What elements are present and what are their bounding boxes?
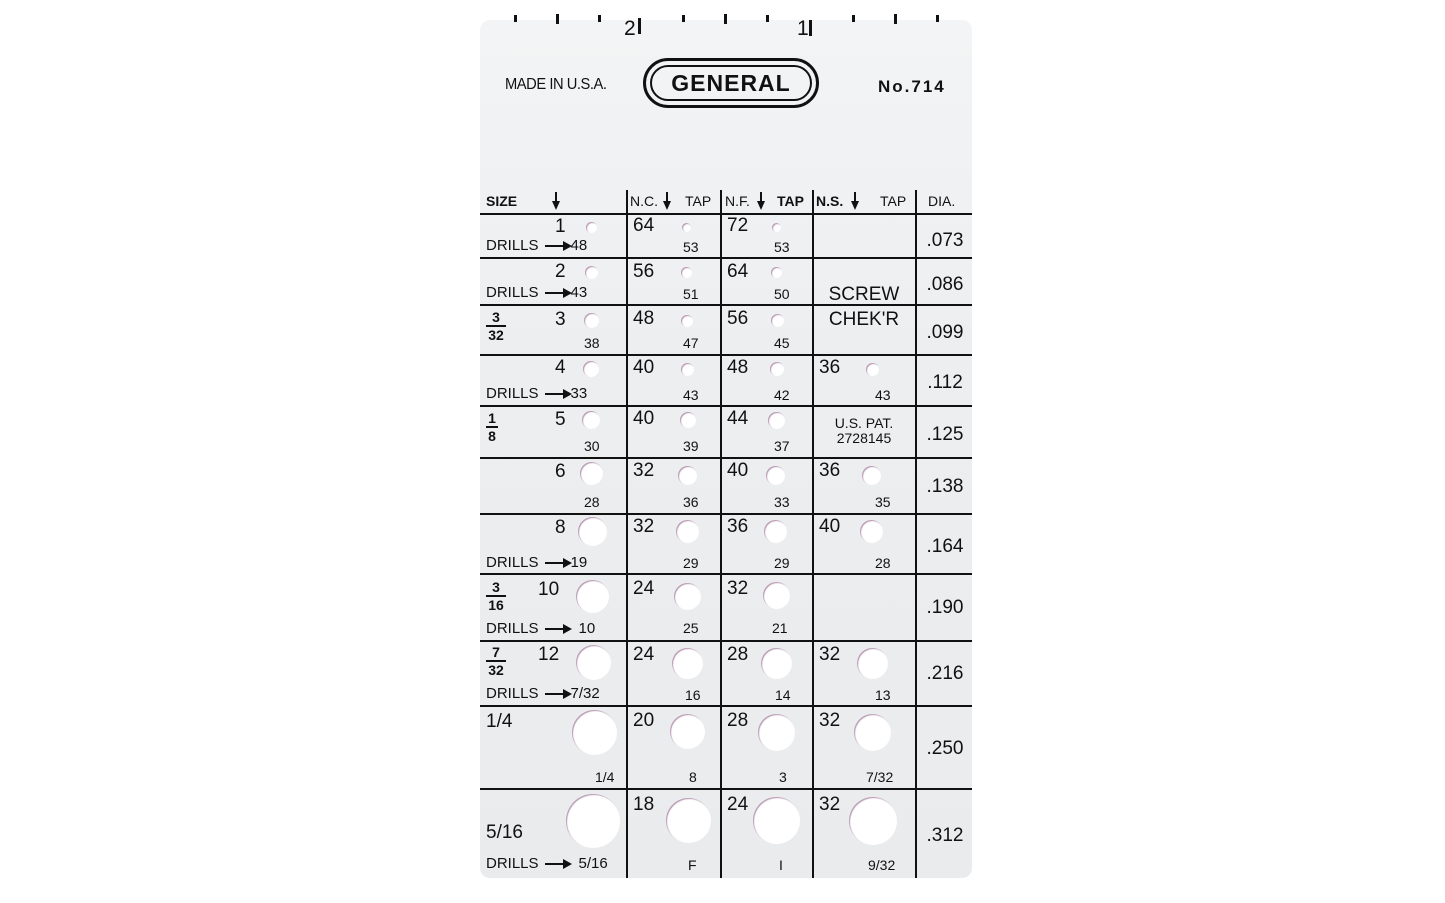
nf-tap-drill: 21 [772,620,788,636]
ruler-label-2: 2 [624,17,636,40]
ruler-tick [514,15,517,22]
drills-indicator [486,686,600,702]
nf-tpi: 24 [727,794,749,815]
nf-tpi: 28 [727,644,749,665]
diameter: .073 [926,230,964,251]
made-in-label: MADE IN U.S.A. [505,76,607,93]
arrow-right-icon [545,863,569,865]
nc-tap-drill: 8 [689,769,697,785]
diameter: .099 [926,322,964,343]
size-hole[interactable] [578,517,607,546]
nf-tpi: 28 [727,710,749,731]
header-ns-tap: TAP [880,193,907,209]
nc-hole[interactable] [678,466,697,485]
drills-indicator [486,386,587,402]
size-hole[interactable] [582,411,600,429]
header-size: SIZE [486,193,518,209]
diameter: .250 [926,738,964,759]
fraction-denominator: 32 [488,327,504,343]
nf-hole[interactable] [764,520,787,543]
nc-tpi: 40 [633,357,655,378]
ruler-tick [724,14,727,24]
row-divider [480,457,972,459]
drills-indicator [486,555,587,571]
nf-tpi: 72 [727,215,749,236]
arrow-right-icon [545,628,569,630]
nf-hole[interactable] [763,582,790,609]
size-hole[interactable] [586,222,597,233]
nf-tpi: 64 [727,261,749,282]
size-hole[interactable] [576,645,611,680]
ruler-tick [936,15,939,22]
ruler-tick [894,14,897,24]
fraction-label [486,411,498,443]
size-hole[interactable] [585,266,598,279]
fraction-label [486,645,506,677]
ns-hole[interactable] [854,714,891,751]
ns-hole[interactable] [866,363,879,376]
header-divider [480,213,972,215]
arrow-right-icon [545,693,569,695]
nc-hole[interactable] [682,223,691,232]
patent-label: U.S. PAT. [834,415,894,431]
size-label: 1 [555,216,566,237]
row-divider [480,354,972,356]
ns-hole[interactable] [849,797,897,845]
column-divider [626,190,628,878]
nf-tap-drill: I [779,857,783,873]
size-hole[interactable] [572,710,617,755]
nf-hole[interactable] [768,412,785,429]
size-label: 8 [555,517,566,538]
ns-tap-drill: 28 [875,555,891,571]
nc-tap-drill: 53 [683,239,699,255]
ruler-tick [766,15,769,22]
drill-size: 5/16 [578,855,608,872]
arrow-down-icon [552,201,560,210]
row-divider [480,573,972,575]
ns-tap-drill: 35 [875,494,891,510]
ns-tpi: 36 [819,357,841,378]
nf-hole[interactable] [758,714,795,751]
diameter: .112 [927,372,963,393]
diameter: .086 [926,274,964,295]
nf-hole[interactable] [771,267,782,278]
drills-label: DRILLS [486,620,539,637]
nf-hole[interactable] [761,648,792,679]
row-divider [480,257,972,259]
nf-tap-drill: 50 [774,286,790,302]
nc-tap-drill: 25 [683,620,699,636]
diameter: .138 [926,476,964,497]
drill-size: 1/4 [595,769,615,785]
size-label: 2 [555,261,566,282]
nc-tpi: 18 [633,794,655,815]
nf-hole[interactable] [772,223,781,232]
nf-tap-drill: 45 [774,335,790,351]
ns-tap-drill: 9/32 [868,857,896,873]
size-label: 1/4 [486,711,513,732]
drills-indicator [486,856,608,872]
nc-hole[interactable] [681,315,693,327]
diameter: .312 [926,825,964,846]
ns-tap-drill: 43 [875,387,891,403]
row-divider [480,705,972,707]
ns-tap-drill: 13 [875,687,891,703]
nf-tap-drill: 33 [774,494,790,510]
nf-tap-drill: 42 [774,387,790,403]
size-label: 3 [555,309,566,330]
screw-chekr-card [480,17,972,878]
header-dia: DIA. [928,193,956,209]
size-label: 10 [538,579,560,600]
nf-tap-drill: 3 [779,769,787,785]
ruler-label-1: 1 [797,17,809,40]
model-number: No.714 [878,77,946,96]
ns-tpi: 36 [819,460,841,481]
header-nf: N.F. [725,193,750,209]
size-hole[interactable] [583,361,599,377]
nc-tpi: 20 [633,710,655,731]
fraction-label [486,310,506,342]
nf-hole[interactable] [771,314,784,327]
nc-hole[interactable] [666,798,711,843]
header-nc-tap: TAP [685,193,712,209]
nc-tpi: 56 [633,261,655,282]
fraction-denominator: 16 [488,597,504,613]
nc-hole[interactable] [676,520,699,543]
nc-tpi: 40 [633,408,655,429]
nc-tpi: 32 [633,460,655,481]
ns-tpi: 40 [819,516,841,537]
ruler-tick [598,15,601,22]
fraction-numerator: 7 [486,645,506,662]
row-divider [480,788,972,790]
nc-hole[interactable] [674,583,701,610]
nc-tap-drill: 51 [683,286,699,302]
ns-hole[interactable] [862,466,881,485]
ruler-tick-major [809,20,812,36]
ns-hole[interactable] [857,648,888,679]
size-label: 5 [555,409,566,430]
fraction-numerator: 3 [486,580,506,597]
drill-size: 33 [570,385,588,402]
drill-size: 10 [578,620,596,637]
arrow-down-icon [851,201,859,210]
nc-tap-drill: 43 [683,387,699,403]
drills-indicator [486,621,595,637]
drill-size: 7/32 [570,685,600,702]
brand-logo-inner [650,65,812,101]
header-ns: N.S. [816,193,844,209]
nc-tpi: 24 [633,578,655,599]
nc-tap-drill: 36 [683,494,699,510]
arrow-right-icon [545,393,569,395]
diameter: .164 [926,536,964,557]
nc-hole[interactable] [672,648,703,679]
ns-tpi: 32 [819,794,841,815]
nf-hole[interactable] [753,797,800,844]
nf-tap-drill: 53 [774,239,790,255]
arrow-right-icon [545,562,569,564]
drill-size: 43 [570,284,588,301]
diameter: .190 [926,597,964,618]
header-nf-tap: TAP [777,193,804,209]
drill-size: 38 [584,335,600,351]
ns-tap-drill: 7/32 [866,769,894,785]
drills-label: DRILLS [486,855,539,872]
fraction-denominator: 32 [488,662,504,678]
ruler-tick-major [638,18,641,34]
nf-tap-drill: 37 [774,438,790,454]
nc-tpi: 24 [633,644,655,665]
drills-indicator [486,285,587,301]
size-hole[interactable] [576,580,609,613]
nf-tpi: 44 [727,408,749,429]
fraction-label [486,580,506,612]
ruler-tick [682,15,685,22]
nf-hole[interactable] [770,362,784,376]
drill-size: 48 [570,237,588,254]
size-label: 5/16 [486,822,523,843]
patent-number: 2728145 [836,430,892,446]
ns-tpi: 32 [819,710,841,731]
size-hole[interactable] [584,313,599,328]
arrow-right-icon [545,245,569,247]
nf-tpi: 40 [727,460,749,481]
size-label: 12 [538,644,560,665]
header-nc: N.C. [630,193,658,209]
column-divider [915,190,917,878]
size-hole[interactable] [566,794,620,848]
size-label: 4 [555,357,566,378]
drill-size: 30 [584,438,600,454]
drills-label: DRILLS [486,237,539,254]
ruler-tick [556,14,559,24]
nc-tap-drill: 39 [683,438,699,454]
drills-label: DRILLS [486,685,539,702]
drills-label: DRILLS [486,284,539,301]
nc-hole[interactable] [680,412,696,428]
nc-tpi: 32 [633,516,655,537]
nf-tpi: 48 [727,357,749,378]
arrow-down-icon [663,201,671,210]
drills-indicator [486,238,587,254]
row-divider [480,513,972,515]
nf-tpi: 36 [727,516,749,537]
size-label: 6 [555,461,566,482]
brand-logo [643,58,819,108]
fraction-numerator: 3 [486,310,506,327]
nf-tap-drill: 29 [774,555,790,571]
drills-label: DRILLS [486,385,539,402]
fraction-numerator: 1 [486,411,498,428]
brand-name: GENERAL [671,69,791,96]
nc-hole[interactable] [681,267,692,278]
nc-tap-drill: 29 [683,555,699,571]
row-divider [480,640,972,642]
diameter: .125 [926,424,964,445]
ns-hole[interactable] [860,520,883,543]
nc-tap-drill: 16 [685,687,701,703]
nc-tpi: 64 [633,215,655,236]
drills-label: DRILLS [486,554,539,571]
nf-tap-drill: 14 [775,687,791,703]
arrow-down-icon [757,201,765,210]
nc-tap-drill: F [688,857,697,873]
nf-tpi: 32 [727,578,749,599]
screw-chekr-subtitle: CHEK'R [828,309,900,330]
nc-hole[interactable] [670,714,705,749]
ns-tpi: 32 [819,644,841,665]
drill-size: 19 [570,554,588,571]
size-hole[interactable] [580,462,603,485]
drill-size: 28 [584,494,600,510]
screw-chekr-title: SCREW [828,284,900,305]
nc-hole[interactable] [681,363,694,376]
diameter: .216 [926,663,964,684]
nc-tap-drill: 47 [683,335,699,351]
column-divider [720,190,722,878]
nf-tpi: 56 [727,308,749,329]
row-divider [480,405,972,407]
nf-hole[interactable] [766,466,785,485]
arrow-right-icon [545,292,569,294]
fraction-denominator: 8 [488,428,496,444]
nc-tpi: 48 [633,308,655,329]
ruler-tick [852,15,855,22]
